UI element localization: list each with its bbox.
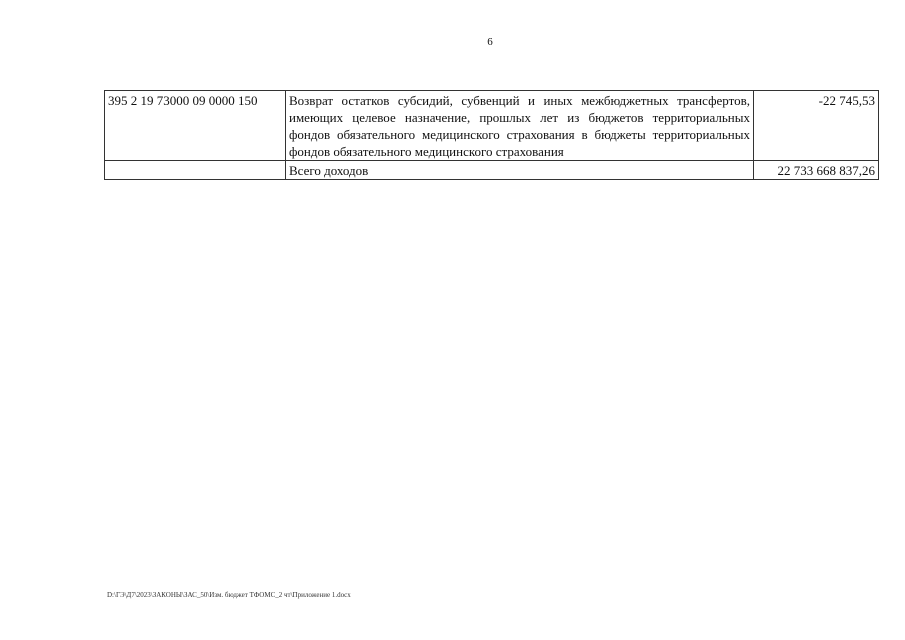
amount-cell: -22 745,53 bbox=[754, 91, 879, 161]
total-amount-cell: 22 733 668 837,26 bbox=[754, 161, 879, 180]
page-number: 6 bbox=[487, 36, 493, 48]
table-row bbox=[105, 91, 879, 161]
total-row bbox=[105, 161, 879, 180]
total-label-cell: Всего доходов bbox=[286, 161, 754, 180]
budget-code-cell: 395 2 19 73000 09 0000 150 bbox=[105, 91, 286, 161]
footer-file-path: D:\ГЭ\Д7\2023\ЗАКОНЫ\ЗАС_50\Изм. бюджет ТФОМС_2 чт\Приложение 1.docx bbox=[107, 591, 351, 599]
revenue-name-cell: Возврат остатков субсидий, субвенций и иных межбюджетных трансфертов, имеющих целевое назначение, прошлых лет из бюджетов территориальных фондов обязательного медицинского страхования в бюджеты территориальных фондов обязательного медицинского страхования bbox=[286, 91, 754, 161]
total-code-cell bbox=[105, 161, 286, 180]
revenue-table bbox=[104, 90, 879, 180]
